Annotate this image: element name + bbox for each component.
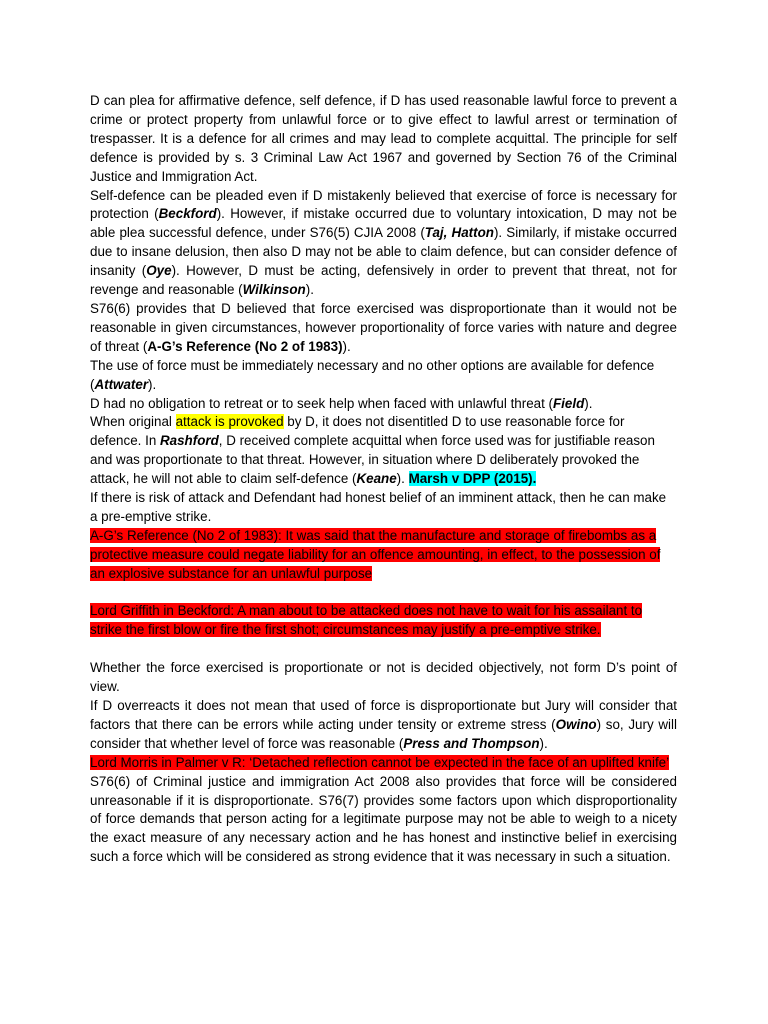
paragraph-proportionality	[90, 300, 677, 357]
blank-line	[90, 640, 677, 659]
text: Self-defence can be pleaded even if D mistakenly believed that exercise of force is necessary for protection (	[90, 187, 677, 222]
paragraph-pre-emptive-strike: If there is risk of attack and Defendant had honest belief of an imminent attack, then he can make a pre-emptive strike.	[90, 490, 667, 524]
text: ).	[342, 338, 351, 354]
case-name: Keane	[356, 471, 397, 487]
text: If D overreacts it does not mean that used of force is disproportionate but Jury will consider that factors that there can be errors while acting under tensity or extreme stress (	[90, 697, 677, 732]
text: ).	[584, 395, 593, 411]
highlighted-text: Lord Morris in Palmer v R: ‘Detached reflection cannot be expected in the face of an uplifted knife’	[90, 754, 670, 770]
case-name: Rashford	[159, 433, 219, 449]
paragraph-necessity	[90, 357, 677, 395]
case-name: Owino	[555, 716, 597, 732]
blank-line	[90, 584, 677, 603]
paragraph-retreat	[90, 395, 677, 414]
paragraph-s76-7: S76(6) of Criminal justice and immigration Act 2008 also provides that force will be considered unreasonable if it is disproportionate. S76(7) provides some factors upon which disproportionality of force demands that person acting for a legitimate purpose may not be able to weigh to a nicety the exact measure of any necessary action and he has honest and instinctive belief in exercising such a force which will be considered as strong evidence that it was necessary in such a situation.	[90, 773, 677, 865]
paragraph-mistaken-belief	[90, 187, 677, 300]
text: ).	[396, 471, 409, 487]
paragraph-intro: D can plea for affirmative defence, self defence, if D has used reasonable lawful force to prevent a crime or protect property from unlawful force or to give effect to lawful arrest or termination of trespasser. It is a defence for all crimes and may lead to complete acquittal. The principle for self defence is provided by s. 3 Criminal Law Act 1967 and governed by Section 76 of the Criminal Justice and Immigration Act.	[90, 93, 677, 184]
highlighted-text: Lord Griffith in Beckford: A man about to be attacked does not have to wait for his assailant to strike the first blow or fire the first shot; circumstances may justify a pre-emptive strike.	[90, 603, 643, 638]
text: ). However, D must be acting, defensively in order to prevent that threat, not for revenge and reasonable (	[90, 263, 677, 298]
paragraph-objective-test: Whether the force exercised is proportionate or not is decided objectively, not form D’s point of view.	[90, 660, 677, 695]
case-name: Taj, Hatton	[424, 225, 494, 241]
case-name: Press and Thompson	[403, 735, 540, 751]
paragraph-provocation	[90, 413, 677, 489]
case-name: Attwater	[94, 376, 149, 392]
text: When original	[90, 414, 176, 430]
case-name: A-G’s Reference (No 2 of 1983)	[147, 338, 343, 354]
text: ). Similarly, if mistake occurred due to insane delusion, then also D may not be able to claim defence, but can consider defence of insanity (	[90, 225, 678, 279]
paragraph-overreaction	[90, 697, 677, 754]
document-body	[90, 92, 677, 867]
case-name: Oye	[146, 263, 172, 279]
text: ).	[305, 282, 314, 298]
text: S76(6) provides that D believed that force exercised was disproportionate than it would not be reasonable in given circumstances, however proportionality of force varies with nature and degree of threat (	[90, 300, 677, 354]
text: D had no obligation to retreat or to seek help when faced with unlawful threat (	[90, 395, 553, 411]
highlight-block-palmer	[90, 754, 677, 773]
text: , D received complete acquittal when force used was for justifiable reason and was proportionate to that threat. However, in situation where D deliberately provoked the attack, he will not able to claim self-defence (	[90, 433, 655, 487]
case-name: Beckford	[158, 206, 217, 222]
text: ). However, if mistake occurred due to voluntary intoxication, D may not be able plea successful defence, under S76(5) CJIA 2008 (	[90, 206, 677, 241]
highlight-block-ag-reference	[90, 527, 677, 584]
text: The use of force must be immediately necessary and no other options are available for defence (	[90, 357, 655, 392]
case-name: Field	[553, 395, 585, 411]
text: by D, it does not disentitled D to use reasonable force for defence. In	[90, 414, 625, 449]
highlighted-text: A-G’s Reference (No 2 of 1983): It was said that the manufacture and storage of firebombs as a protective measure could negate liability for an offence amounting, in effect, to the possession of an explosive substance for an unlawful purpose	[90, 527, 661, 581]
text: ).	[148, 376, 157, 392]
highlighted-text: attack is provoked	[175, 414, 284, 430]
highlight-block-beckford	[90, 602, 677, 640]
text: ).	[539, 735, 548, 751]
text: ) so, Jury will consider that whether level of force was reasonable (	[90, 716, 677, 751]
case-name: Wilkinson	[242, 282, 306, 298]
highlighted-case: Marsh v DPP (2015).	[408, 471, 537, 487]
